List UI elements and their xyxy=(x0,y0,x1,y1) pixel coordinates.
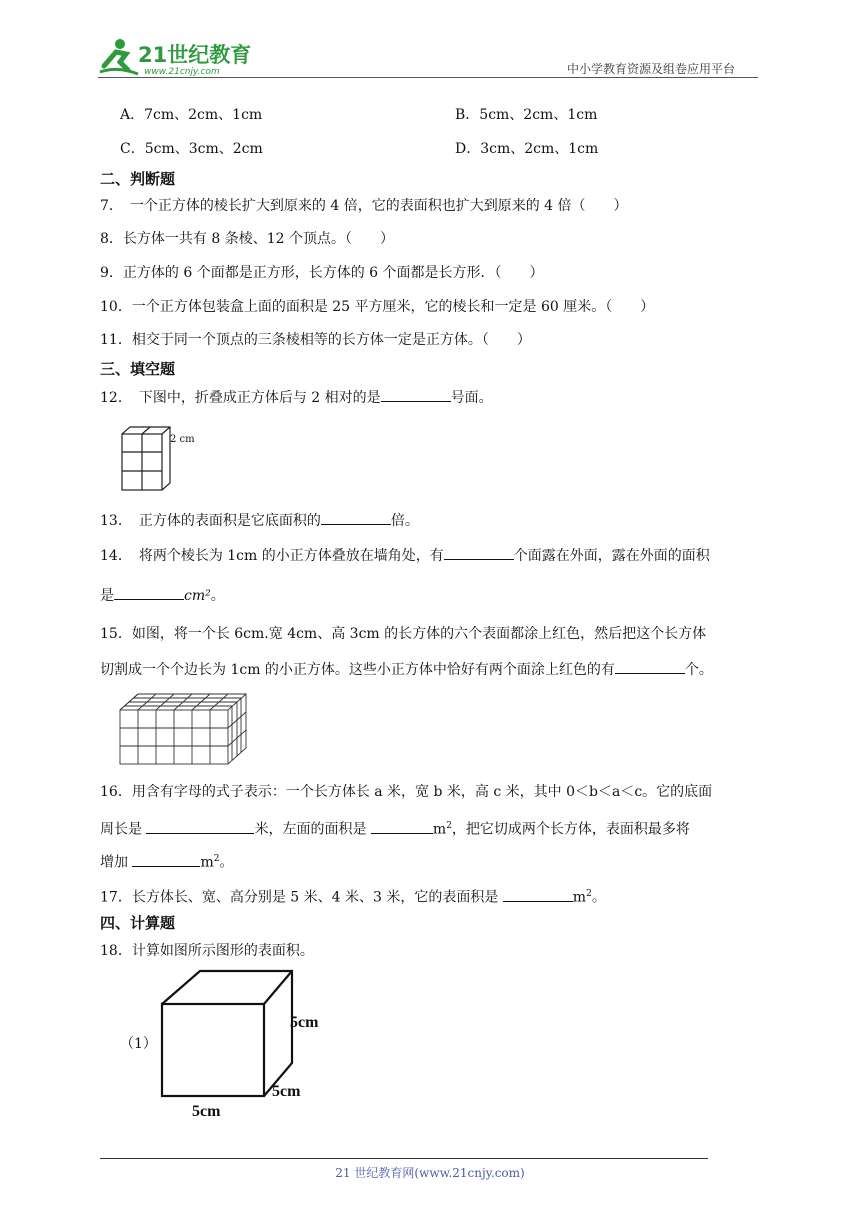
option-d: D．3cm、2cm、1cm xyxy=(455,141,599,157)
answer-blank xyxy=(321,510,391,525)
superscript-2: 2 xyxy=(586,889,592,899)
option-a: A．7cm、2cm、1cm xyxy=(120,107,263,123)
section-heading-calc: 四、计算题 xyxy=(100,914,176,932)
question-14-line1 xyxy=(100,545,710,566)
question-14-line2 xyxy=(100,585,225,606)
question-17-end: 。 xyxy=(591,889,606,906)
footer-text: 21 世纪教育网(www.21cnjy.com) xyxy=(335,1166,525,1180)
question-18-part-1: （1） xyxy=(120,1036,157,1052)
question-16-line1: 16．用含有字母的式子表示：一个长方体长 a 米，宽 b 米，高 c 米，其中 0＜b＜a＜c。它的底面 xyxy=(100,784,713,800)
question-16-line2 xyxy=(100,816,690,840)
cube-figure xyxy=(150,968,340,1127)
question-15-text: 切割成一个个边长为 1cm 的小正方体。这些小正方体中恰好有两个面涂上红色的有 xyxy=(100,662,615,678)
section-heading-judge: 二、判断题 xyxy=(100,170,176,188)
question-16-text-b: 米，左面的面积是 xyxy=(254,821,371,838)
header-divider xyxy=(98,77,758,78)
question-12-end: 号面。 xyxy=(450,390,493,406)
question-15-line1: 15．如图，将一个长 6cm.宽 4cm、高 3cm 的长方体的六个表面都涂上红色，然后把这个长方体 xyxy=(100,626,707,642)
option-c: C．5cm、3cm、2cm xyxy=(120,141,263,157)
question-16-end: 。 xyxy=(219,854,234,871)
question-16-line3 xyxy=(100,849,233,873)
svg-text:21世纪教育: 21世纪教育 xyxy=(138,43,252,67)
question-14-text-cont: 个面露在外面，露在外面的面积 xyxy=(513,548,710,564)
figure-label: 2 cm xyxy=(170,434,195,445)
answer-blank xyxy=(381,387,451,402)
question-12-text: 12． 下图中，折叠成正方体后与 2 相对的是 xyxy=(100,390,381,406)
option-b: B．5cm、2cm、1cm xyxy=(455,107,598,123)
platform-name: 中小学教育资源及组卷应用平台 xyxy=(567,62,736,76)
answer-blank xyxy=(114,585,184,600)
question-9: 9．正方体的 6 个面都是正方形，长方体的 6 个面都是长方形．（ ） xyxy=(100,265,544,281)
unit-m: m xyxy=(200,854,214,871)
cuboid-grid-figure xyxy=(118,690,253,772)
answer-blank xyxy=(444,545,514,560)
cube-height-label: 5cm xyxy=(290,1014,319,1031)
question-17 xyxy=(100,884,606,908)
question-14-text: 14． 将两个棱长为 1cm 的小正方体叠放在墙角处，有 xyxy=(100,548,444,564)
question-13-end: 倍。 xyxy=(390,513,419,529)
superscript-2: 2 xyxy=(446,821,452,831)
question-10: 10．一个正方体包装盒上面的面积是 25 平方厘米，它的棱长和一定是 60 厘米。（ ） xyxy=(100,299,655,315)
cube-width-label: 5cm xyxy=(192,1103,221,1120)
unit-cm2: cm² xyxy=(184,588,211,604)
answer-blank xyxy=(132,852,200,867)
question-16-text-a: 周长是 xyxy=(100,821,147,838)
question-11: 11．相交于同一个顶点的三条棱相等的长方体一定是正方体。（ ） xyxy=(100,332,531,348)
answer-blank xyxy=(615,659,685,674)
question-12 xyxy=(100,387,493,408)
answer-blank xyxy=(146,819,254,834)
question-16-text-e: 增加 xyxy=(100,854,133,871)
question-18: 18．计算如图所示图形的表面积。 xyxy=(100,943,314,959)
answer-blank xyxy=(503,887,573,902)
question-7: 7． 一个正方体的棱长扩大到原来的 4 倍，它的表面积也扩大到原来的 4 倍（ ） xyxy=(100,198,628,214)
cube-depth-label: 5cm xyxy=(272,1083,301,1100)
svg-text:www.21cnjy.com: www.21cnjy.com xyxy=(144,67,220,77)
site-logo xyxy=(98,36,258,80)
unit-m: m xyxy=(432,821,447,838)
logo-runner-icon xyxy=(98,36,258,80)
question-13 xyxy=(100,510,419,531)
footer-divider xyxy=(100,1158,708,1159)
question-16-text-d: ，把它切成两个长方体，表面积最多将 xyxy=(451,821,690,838)
question-13-text: 13． 正方体的表面积是它底面积的 xyxy=(100,513,321,529)
question-8: 8．长方体一共有 8 条棱、12 个顶点。（ ） xyxy=(100,231,394,247)
question-14-end: 。 xyxy=(210,588,225,604)
superscript-2: 2 xyxy=(213,854,220,864)
section-heading-fill: 三、填空题 xyxy=(100,360,176,378)
unit-m: m xyxy=(572,889,587,906)
question-15-line2 xyxy=(100,659,713,680)
answer-blank xyxy=(371,819,433,834)
net-figure xyxy=(118,424,208,498)
question-14-line2-pre: 是 xyxy=(100,588,114,604)
question-17-text: 17．长方体长、宽、高分别是 5 米、4 米、3 米，它的表面积是 xyxy=(100,889,503,906)
question-15-end: 个。 xyxy=(684,662,713,678)
